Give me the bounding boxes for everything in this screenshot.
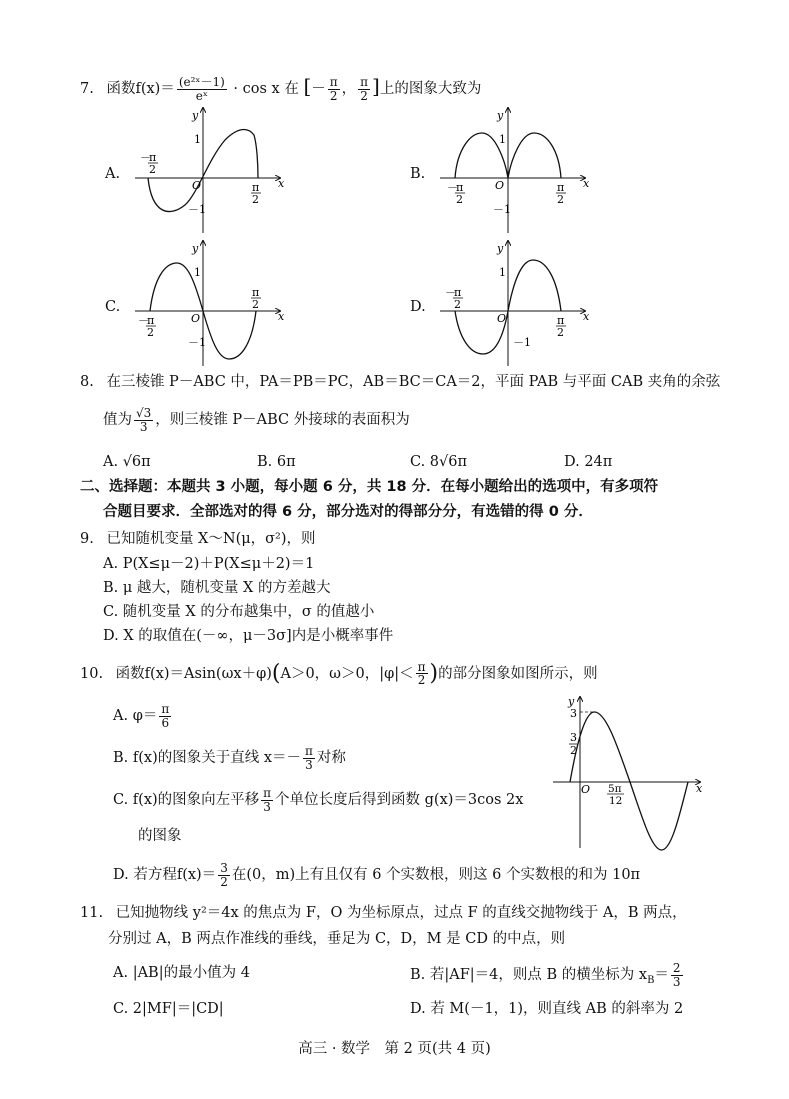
- tick-3half-num: 3: [570, 731, 577, 744]
- q8-option-c: C. 8√6π: [410, 454, 468, 470]
- q7-interval-comma: ，: [341, 81, 357, 97]
- q7-pi-num-1: π: [329, 74, 338, 89]
- q10-opt-d-den: 2: [220, 874, 228, 889]
- q10-opt-d-prefix: D. 若方程f(x)＝: [113, 867, 217, 884]
- q9-option-b: B. μ 越大，随机变量 X 的方差越大: [103, 580, 331, 596]
- q10-option-c: [113, 787, 523, 813]
- tick-neg-pi: π: [149, 151, 157, 164]
- tick-5pi-den: 12: [609, 795, 623, 807]
- q11-line1: [80, 904, 687, 922]
- q8-line2-prefix: 值为: [103, 412, 132, 429]
- q7-fraction: [177, 76, 227, 102]
- q7-graph-d: [435, 238, 595, 368]
- origin-label: O: [581, 783, 591, 796]
- q7-option-d-label: D.: [410, 299, 426, 315]
- q7-frac-den: eˣ: [195, 88, 208, 103]
- tick-pi-den: 2: [252, 193, 259, 206]
- y-label: y: [192, 109, 199, 122]
- q10-opt-c-num: π: [263, 786, 272, 800]
- q8-number: 8.: [80, 374, 94, 390]
- tick-neg-pi-den: 2: [149, 163, 156, 176]
- origin-label: O: [495, 179, 505, 192]
- q10-cond-den: 2: [417, 673, 426, 688]
- q8-line1: [80, 373, 720, 391]
- q10-opt-a-num: π: [161, 702, 170, 716]
- q7-graph-c: [130, 238, 290, 368]
- q7-stem: 7. 函数f(x)＝ $\frac{\text{(e²ˣ－1)}}{\text{eˣ}}$ · cos x 在 [－ $\frac{\pi}{2}$ ， $\frac{\pi}{2}$ ]上的图象大致为: [80, 74, 482, 103]
- q7-text-prefix: 函数f(x)＝: [106, 81, 175, 97]
- q8-line2-suffix: ，则三棱锥 P－ABC 外接球的表面积为: [155, 412, 410, 429]
- curve: [570, 712, 688, 850]
- tick-5pi-num: 5π: [608, 783, 622, 795]
- section2-line1: 二、选择题：本题共 3 小题，每小题 6 分，共 18 分．在每小题给出的选项中，有多项符: [80, 479, 659, 495]
- q11-option-b: [410, 962, 685, 988]
- q10-option-d: [113, 862, 640, 888]
- page-footer: 高三 · 数学 第 2 页(共 4 页): [298, 1041, 491, 1057]
- q8-option-b: B. 6π: [257, 454, 296, 470]
- y-label: y: [568, 695, 575, 708]
- q11-option-c: C. 2|MF|＝|CD|: [113, 1001, 224, 1017]
- tick-neg1: －1: [188, 203, 206, 216]
- tick-neg-pi: π: [454, 286, 462, 299]
- origin-label: O: [497, 312, 507, 325]
- q10-opt-c-prefix: C. f(x)的图象向左平移: [113, 792, 260, 809]
- q10-number: 10.: [80, 665, 104, 682]
- tick-neg-pi-den: 2: [147, 326, 154, 339]
- q7-pi-den-2: 2: [360, 88, 368, 103]
- q9-option-d: D. X 的取值在(－∞，μ－3σ]内是小概率事件: [103, 628, 394, 644]
- q10-opt-c-suffix: 个单位长度后得到函数 g(x)＝3cos 2x: [275, 792, 524, 809]
- q7-number: 7.: [80, 81, 94, 97]
- tick-3: 3: [570, 707, 577, 720]
- q7-pi-num-2: π: [360, 74, 369, 89]
- x-label: x: [278, 310, 285, 323]
- tick-pi: π: [557, 314, 565, 327]
- tick-neg-pi-minus: －: [138, 314, 149, 327]
- q10-option-b: [113, 745, 346, 771]
- tick-neg-pi-minus: －: [140, 151, 151, 164]
- q9-stem: [80, 530, 316, 548]
- tick-neg1: －1: [513, 336, 531, 349]
- q10-option-a: [113, 703, 173, 729]
- q11-number: 11.: [80, 905, 104, 921]
- x-label: x: [278, 177, 285, 190]
- q11-opt-b-prefix: B. 若|AF|＝4，则点 B 的横坐标为 x: [410, 967, 648, 984]
- tick-3half-den: 2: [570, 744, 577, 757]
- y-label: y: [497, 242, 504, 255]
- q10-cond-num: π: [417, 659, 426, 674]
- q8-line2: [103, 407, 410, 433]
- q8-frac-num: √3: [136, 406, 152, 420]
- tick-neg-pi: π: [456, 181, 464, 194]
- section2-line2: 合题目要求．全部选对的得 6 分，部分选对的得部分分，有选错的得 0 分．: [103, 504, 593, 520]
- q7-pi-den-1: 2: [329, 88, 338, 103]
- q11-option-a: A. |AB|的最小值为 4: [113, 965, 250, 981]
- q8-frac-den: 3: [139, 419, 148, 434]
- tick-pi-den: 2: [557, 326, 564, 339]
- q10-stem-prefix: 函数f(x)＝Asin(ωx＋φ): [115, 665, 272, 682]
- q10-opt-b-den: 3: [305, 757, 313, 772]
- tick-neg1: －1: [493, 203, 511, 216]
- q9-option-a: A. P(X≤μ－2)＋P(X≤μ＋2)＝1: [103, 556, 315, 572]
- q11-opt-b-eq: ＝: [654, 967, 669, 984]
- q8-stem-line1: 在三棱锥 P－ABC 中，PA＝PB＝PC，AB＝BC＝CA＝2，平面 PAB 与平面 CAB 夹角的余弦: [106, 374, 721, 390]
- q11-opt-b-den: 3: [672, 974, 681, 989]
- q10-stem: 10. 函数f(x)＝Asin(ωx＋φ)(A＞0，ω＞0，|φ|＜ $\frac{\pi}{2}$ )的部分图象如图所示，则: [80, 659, 598, 688]
- tick-pi: π: [557, 181, 565, 194]
- tick-neg-pi-den: 2: [456, 193, 463, 206]
- q11-opt-b-sub: B: [647, 974, 655, 986]
- q7-text-mid: · cos x 在: [233, 81, 299, 97]
- q9-stem-text: 已知随机变量 X～N(μ，σ²)，则: [106, 531, 316, 547]
- q9-option-c: C. 随机变量 X 的分布越集中，σ 的值越小: [103, 604, 375, 620]
- q11-opt-b-num: 2: [672, 961, 681, 975]
- q7-text-suffix: 上的图象大致为: [379, 81, 482, 97]
- q10-stem-suffix: 的部分图象如图所示，则: [438, 665, 598, 682]
- q7-option-c-label: C.: [105, 299, 121, 315]
- tick-1: 1: [194, 133, 201, 146]
- tick-1: 1: [194, 266, 201, 279]
- q7-graph-b: [435, 105, 595, 235]
- q10-opt-b-num: π: [305, 744, 313, 758]
- tick-pi: π: [252, 181, 260, 194]
- tick-pi-den: 2: [557, 193, 564, 206]
- tick-neg-pi: π: [147, 314, 155, 327]
- x-label: x: [583, 177, 590, 190]
- q7-option-b-label: B.: [410, 166, 426, 182]
- q11-stem-line1: 已知抛物线 y²＝4x 的焦点为 F，O 为坐标原点，过点 F 的直线交抛物线于 A，B 两点，: [115, 905, 687, 921]
- q10-opt-a-prefix: A. φ＝: [113, 708, 158, 725]
- q7-graph-a: [130, 105, 290, 235]
- q10-graph: [548, 693, 708, 853]
- y-label: y: [192, 242, 199, 255]
- q10-opt-c-den: 3: [263, 799, 271, 814]
- tick-1: 1: [499, 133, 506, 146]
- q10-opt-d-suffix: 在(0，m)上有且仅有 6 个实数根，则这 6 个实数根的和为 10π: [231, 867, 641, 884]
- q10-opt-b-suffix: 对称: [316, 750, 346, 767]
- tick-neg-pi-minus: －: [445, 286, 456, 299]
- q10-option-c-line2: 的图象: [138, 828, 182, 844]
- q7-frac-num: (e²ˣ－1): [178, 74, 225, 89]
- tick-pi: π: [252, 286, 260, 299]
- tick-pi-den: 2: [252, 298, 259, 311]
- q10-opt-a-den: 6: [161, 715, 170, 730]
- tick-1: 1: [499, 266, 506, 279]
- origin-label: O: [191, 312, 201, 325]
- q7-interval-left: －: [311, 81, 326, 97]
- q8-option-d: D. 24π: [564, 454, 613, 470]
- tick-neg-pi-minus: －: [447, 181, 458, 194]
- x-label: x: [696, 782, 703, 795]
- q10-opt-b-prefix: B. f(x)的图象关于直线 x＝－: [113, 750, 302, 767]
- tick-neg-pi-den: 2: [454, 298, 461, 311]
- q11-option-d: D. 若 M(－1，1)，则直线 AB 的斜率为 2: [410, 1001, 684, 1017]
- origin-label: O: [192, 179, 202, 192]
- q11-line2: 分别过 A，B 两点作准线的垂线，垂足为 C，D，M 是 CD 的中点，则: [108, 931, 566, 947]
- q10-cond: A＞0，ω＞0，|φ|＜: [280, 665, 414, 682]
- y-label: y: [497, 109, 504, 122]
- x-label: x: [583, 310, 590, 323]
- q9-number: 9.: [80, 531, 94, 547]
- tick-neg1: －1: [188, 336, 206, 349]
- q10-opt-d-num: 3: [220, 861, 228, 875]
- q8-option-a: A. √6π: [103, 454, 151, 470]
- q7-option-a-label: A.: [105, 166, 121, 182]
